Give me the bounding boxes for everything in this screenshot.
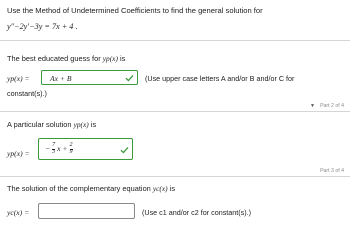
part3-answer-field[interactable] [38,203,135,219]
part1-prompt-math: yp(x) [102,54,118,63]
fraction-denominator: 9 [69,149,73,156]
part1-answer-value: Ax + B [50,73,72,83]
part2-prompt-math: yp(x) [73,120,89,129]
part1-hint-line1: (Use upper case letters A and/or B and/or C for [145,74,295,83]
differential-equation: y″−2y′−3y = 7x + 4 . [7,22,78,31]
fraction-numerator: 2 [69,142,73,148]
part2-answer-label: yp(x) = [7,149,30,158]
fraction-two-ninths [70,142,73,156]
part3-prompt-math: yc(x) [152,184,168,193]
part1-prompt-suffix: is [117,54,126,63]
part2-indicator: Part 2 of 4 [320,103,344,109]
part3-hint: (Use c1 and/or c2 for constant(s).) [142,208,252,217]
part1-hint-line2: constant(s).) [7,89,47,98]
part2-prompt-suffix: is [88,120,97,129]
part1-prompt-text: The best educated guess for [7,54,103,63]
section-divider [0,40,350,41]
part1-prompt [7,54,125,63]
part3-prompt-text: The solution of the complementary equation [7,184,153,193]
triangle-down-icon[interactable]: ▼ [310,103,315,109]
part2-answer-mid: x + [57,144,68,154]
part3-indicator: Part 3 of 4 [320,168,344,174]
part2-answer-field[interactable] [38,138,133,160]
part2-prompt [7,120,96,129]
fraction-numerator: 7 [52,142,56,148]
part2-prompt-text: A particular solution [7,120,74,129]
checkmark-icon [125,74,134,82]
part1-answer-field[interactable] [41,70,138,85]
fraction-denominator: 3 [52,149,56,156]
question-instruction: Use the Method of Undetermined Coefficients to find the general solution for [7,6,263,15]
part1-answer-label: yp(x) = [7,74,30,83]
part2-answer-expression [45,142,73,156]
section-divider [0,111,350,112]
checkmark-icon [120,146,129,154]
part3-prompt-suffix: is [167,184,176,193]
fraction-seven-thirds [52,142,55,156]
part3-prompt [7,184,175,193]
section-divider [0,176,350,177]
part3-answer-label: yc(x) = [7,208,30,217]
part2-answer-sign: − [45,144,51,154]
